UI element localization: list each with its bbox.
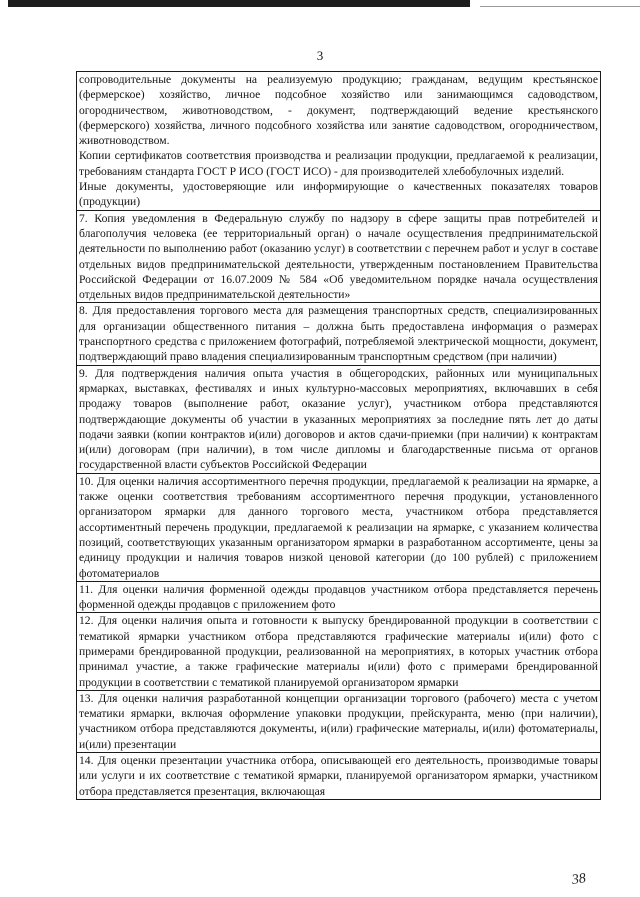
requirements-table xyxy=(76,71,601,800)
table-cell xyxy=(77,303,601,365)
table-cell xyxy=(77,753,601,800)
table-row xyxy=(77,690,601,752)
cell-paragraph: 12. Для оценки наличия опыта и готовности к выпуску брендированной продукции в соответствии с тематикой ярмарки участником отбора представляются графические материалы и(или) фото с примерами брендированной продукции, реализованной на мероприятиях, в которых участник отбора принимал участие, а также графические материалы и(или) фото с примерами брендированной продукции в соответствии с тематикой планируемой организатором ярмарки xyxy=(79,614,598,689)
table-cell xyxy=(77,613,601,690)
page-number: 3 xyxy=(316,48,324,63)
cell-paragraph: Иные документы, удостоверяющие или информирующие о качественных показателях товаров (продукции) xyxy=(79,180,598,209)
cell-paragraph: 8. Для предоставления торгового места для размещения транспортных средств, специализированных для организации общественного питания – должна быть предоставлена информация о размерах транспортного средства с приложением фотографий, потребляемой электрической мощности, документ, подтверждающий право владения специализированным транспортным средством (при наличии) xyxy=(79,304,598,364)
cell-paragraph: 11. Для оценки наличия форменной одежды продавцов участником отбора представляется перечень форменной одежды продавцов с приложением фото xyxy=(79,582,598,612)
table-body xyxy=(77,72,601,800)
table-cell xyxy=(77,365,601,473)
table-row xyxy=(77,613,601,690)
table-cell xyxy=(77,581,601,613)
table-row xyxy=(77,473,601,581)
table-row xyxy=(77,581,601,613)
table-cell xyxy=(77,72,601,211)
table-row xyxy=(77,365,601,473)
table-cell xyxy=(77,210,601,303)
handwritten-page-mark: 38 xyxy=(570,871,587,888)
cell-paragraph: 10. Для оценки наличия ассортиментного перечня продукции, предлагаемой к реализации на ярмарке, а также оценки соответствия требованиям ассортиментного перечня продукции, установленного организатором ярмарки для данного торгового места, участником отбора представляется ассортиментный перечень продукции, предлагаемой к реализации на ярмарке, с указанием количества позиций, соответствующих указанным организатором ярмарки в разработанном ассортименте, цены за единицу продукции и наличия товаров низкой ценовой категории (до 100 рублей) с приложением фотоматериалов xyxy=(79,474,598,580)
cell-paragraph: Копии сертификатов соответствия производства и реализации продукции, предлагаемой к реализации, требованиям стандарта ГОСТ Р ИСО (ГОСТ ИСО) - для производителей хлебобулочных изделий. xyxy=(79,149,598,178)
cell-paragraph: сопроводительные документы на реализуемую продукцию; гражданам, ведущим крестьянское (фермерское) хозяйство, личное подсобное хозяйство или занимающимся садоводством, огородничеством, животноводством, - документ, подтверждающий ведение крестьянского (фермерского) хозяйства, личного подсобного хозяйства или занятие садоводством, огородничеством, животноводством. xyxy=(79,73,598,148)
table-cell xyxy=(77,473,601,581)
table-cell xyxy=(77,690,601,752)
cell-paragraph: 7. Копия уведомления в Федеральную службу по надзору в сфере защиты прав потребителей и благополучия человека (ее территориальный орган) о начале осуществления предпринимательской деятельности по выполнению работ (оказанию услуг) в соответствии с перечнем работ и услуг в составе отдельных видов предпринимательской деятельности, утвержденным постановлением Правительства Российской Федерации от 16.07.2009 № 584 «Об уведомительном порядке начала осуществления отдельных видов предпринимательской деятельности» xyxy=(79,211,598,302)
table-row xyxy=(77,753,601,800)
cell-paragraph: 14. Для оценки презентации участника отбора, описывающей его деятельность, производимые товары или услуги и их соответствие с тематикой ярмарки, планируемой организатором ярмарки, участником отбора представляется презентация, включающая xyxy=(79,754,598,798)
top-thin-rule xyxy=(480,6,640,7)
cell-paragraph: 13. Для оценки наличия разработанной концепции организации торгового (рабочего) места с учетом тематики ярмарки, включая оформление упаковки продукции, прейскуранта, меню (при наличии), участником отбора представляются документы, и(или) графические материалы, и(или) фотоматериалы, и(или) презентации xyxy=(79,691,598,751)
table-row xyxy=(77,72,601,211)
table-row xyxy=(77,210,601,303)
table-row xyxy=(77,303,601,365)
top-border-rule xyxy=(8,0,470,7)
cell-paragraph: 9. Для подтверждения наличия опыта участия в общегородских, районных или муниципальных ярмарках, выставках, фестивалях и иных культурно-массовых мероприятиях, включавших в себя продажу товаров (выполнение работ, оказание услуг), участником отбора представляются подтверждающие документы об участии в указанных мероприятиях за последние пять лет до даты подачи заявки (копии контрактов и(или) договоров и актов сдачи-приемки (при наличии) к контрактам и(или) договорам (при наличии), в том числе дипломы и благодарственные письма от органов государственной власти субъектов Российской Федерации xyxy=(79,366,598,472)
